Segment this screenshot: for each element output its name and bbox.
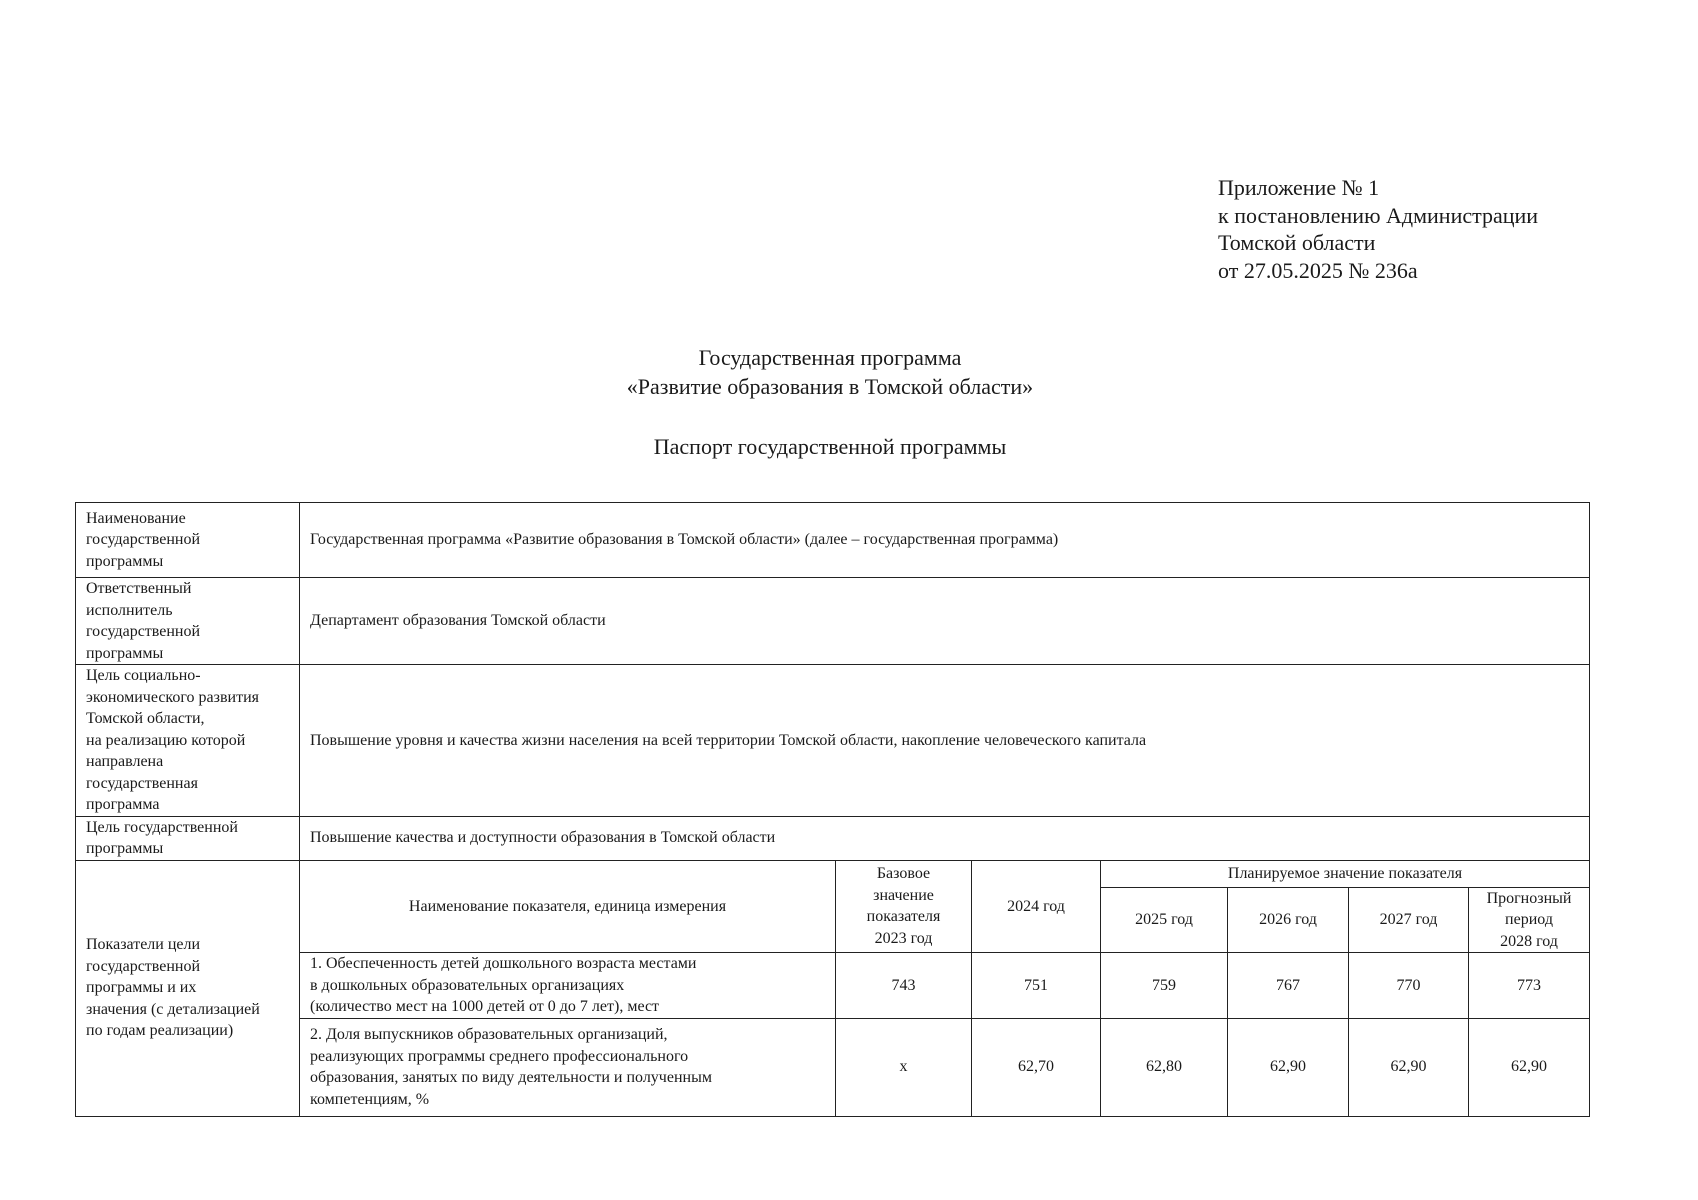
annex-region: Томской области (1218, 230, 1376, 255)
value-2025: 759 (1101, 953, 1228, 1019)
label-line: исполнитель (86, 601, 173, 619)
indicator-line: (количество мест на 1000 детей от 0 до 7 лет), мест (310, 998, 660, 1015)
header-line: 2028 год (1500, 932, 1558, 950)
value-2025: 62,80 (1101, 1018, 1228, 1116)
value-2024: 62,70 (972, 1018, 1101, 1116)
header-year-2024: 2024 год (972, 860, 1101, 953)
row-value: Департамент образования Томской области (300, 578, 1590, 665)
indicator-line: реализующих программы среднего профессионального (310, 1047, 689, 1065)
label-line: на реализацию которой (86, 731, 246, 749)
label-line: государственной (86, 623, 201, 640)
annex-date: от 27.05.2025 № 236а (1218, 257, 1418, 283)
header-year-2025: 2025 год (1101, 887, 1228, 953)
value-2027: 770 (1349, 953, 1469, 1019)
label-line: по годам реализации) (86, 1022, 234, 1040)
header-year-2026: 2026 год (1228, 887, 1349, 953)
value-2027: 62,90 (1349, 1018, 1469, 1116)
row-value: Повышение качества и доступности образования в Томской области (300, 816, 1590, 860)
indicator-line: 2. Доля выпускников образовательных организаций, (310, 1026, 668, 1043)
value-2026: 62,90 (1228, 1018, 1349, 1116)
indicator-line: 1. Обеспеченность детей дошкольного возраста местами (310, 955, 697, 972)
passport-table (75, 502, 1590, 1117)
header-base-value (836, 860, 972, 953)
passport-row-program-goal (76, 816, 1590, 860)
value-2026: 767 (1228, 953, 1349, 1019)
row-label (76, 503, 300, 578)
program-title (0, 343, 1660, 401)
label-line: государственная (86, 774, 198, 792)
indicator-line: компетенциям, % (310, 1090, 430, 1108)
label-line: экономического развития (86, 688, 259, 706)
header-line: значение (873, 886, 934, 904)
header-line: период (1505, 911, 1553, 928)
label-line: Показатели цели (86, 936, 201, 954)
annex-block (1218, 174, 1538, 284)
passport-row-executor (76, 578, 1590, 665)
passport-title (0, 432, 1660, 461)
header-year-2027: 2027 год (1349, 887, 1469, 953)
label-line: программы (86, 840, 164, 857)
label-line: программы (86, 552, 164, 570)
indicator-line: в дошкольных образовательных организациях (310, 976, 625, 994)
label-line: Цель государственной (86, 818, 238, 836)
label-line: государственной (86, 531, 201, 549)
value-2028: 62,90 (1469, 1018, 1590, 1116)
indicator-row (76, 953, 1590, 1019)
passport-title-text: Паспорт государственной программы (653, 434, 1007, 459)
label-line: Цель социально- (86, 667, 201, 684)
row-value: Повышение уровня и качества жизни населения на всей территории Томской области, накопление человеческого капитала (300, 665, 1590, 817)
header-line: Прогнозный (1486, 889, 1572, 907)
value-2028: 773 (1469, 953, 1590, 1019)
header-line: Базовое (876, 865, 931, 883)
row-value: Государственная программа «Развитие образования в Томской области» (далее – государственная программа) (300, 503, 1590, 578)
header-indicator-name: Наименование показателя, единица измерения (300, 860, 836, 953)
row-label (76, 816, 300, 860)
label-line: программа (86, 796, 160, 813)
indicator-name (300, 1018, 836, 1116)
passport-row-socioeconomic-goal (76, 665, 1590, 817)
label-line: направлена (86, 753, 164, 770)
label-line: программы (86, 644, 164, 662)
value-base-2023: 743 (836, 953, 972, 1019)
program-title-line2: «Развитие образования в Томской области» (626, 374, 1034, 399)
header-line: 2023 год (874, 929, 933, 947)
indicator-row (76, 1018, 1590, 1116)
annex-resolution: к постановлению Администрации (1218, 202, 1539, 228)
header-line: показателя (866, 908, 941, 926)
indicators-label (76, 860, 300, 1116)
indicator-name (300, 953, 836, 1019)
header-planned: Планируемое значение показателя (1101, 860, 1590, 887)
annex-number: Приложение № 1 (1218, 175, 1380, 200)
label-line: государственной (86, 957, 201, 975)
row-label (76, 578, 300, 665)
indicators-header-row-1 (76, 860, 1590, 887)
program-title-line1: Государственная программа (698, 345, 962, 370)
row-label (76, 665, 300, 817)
label-line: Наименование (86, 509, 186, 527)
label-line: Томской области, (86, 710, 205, 727)
label-line: программы и их (86, 979, 197, 997)
indicator-line: образования, занятых по виду деятельности и полученным (310, 1069, 712, 1086)
header-forecast-2028 (1469, 887, 1590, 953)
label-line: значения (с детализацией (86, 1000, 260, 1018)
value-2024: 751 (972, 953, 1101, 1019)
label-line: Ответственный (86, 580, 192, 597)
passport-row-name (76, 503, 1590, 578)
value-base-2023: x (836, 1018, 972, 1116)
